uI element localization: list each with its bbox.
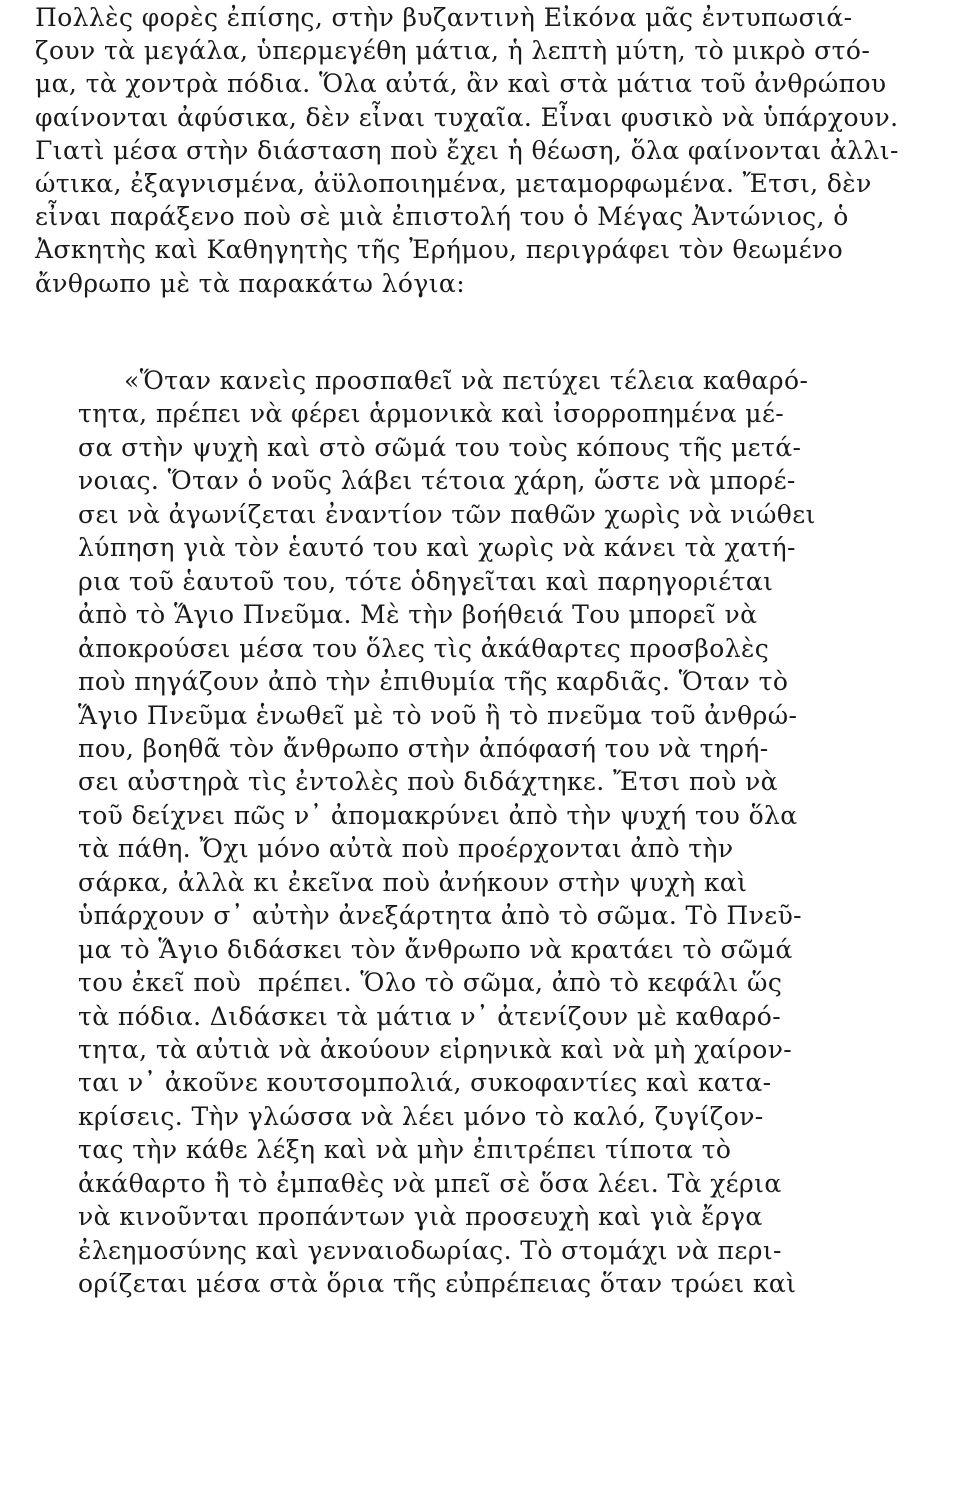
body-line-2: ζουν τὰ μεγάλα, ὑπερμεγέθη μάτια, ἡ λεπτὴ μύτη, τὸ μικρὸ στό- bbox=[35, 36, 871, 65]
quote-line-10: ποὺ πηγάζουν ἀπὸ τὴν ἐπιθυμία τῆς καρδιᾶς. Ὅταν τὸ bbox=[78, 667, 789, 696]
quote-line-22: ται ν᾿ ἀκοῦνε κουτσομπολιά, συκοφαντίες καὶ κατα- bbox=[78, 1068, 772, 1097]
quote-line-28: ορίζεται μέσα στὰ ὅρια τῆς εὐπρέπειας ὅταν τρώει καὶ bbox=[78, 1269, 797, 1298]
body-line-1: Πολλὲς φορὲς ἐπίσης, στὴν βυζαντινὴ Εἰκόνα μᾶς ἐντυπωσιά- bbox=[35, 3, 853, 32]
quote-line-13: σει αὐστηρὰ τὶς ἐντολὲς ποὺ διδάχτηκε. Ἔτσι ποὺ νὰ bbox=[78, 767, 778, 796]
quote-line-1: «Ὅταν κανεὶς προσπαθεῖ νὰ πετύχει τέλεια καθαρό- bbox=[124, 366, 809, 395]
quote-line-5: σει νὰ ἀγωνίζεται ἐναντίον τῶν παθῶν χωρὶς νὰ νιώθει bbox=[78, 500, 816, 529]
quote-line-11: Ἅγιο Πνεῦμα ἑνωθεῖ μὲ τὸ νοῦ ἢ τὸ πνεῦμα τοῦ ἀνθρώ- bbox=[78, 701, 798, 730]
quote-line-7: ρια τοῦ ἑαυτοῦ του, τότε ὁδηγεῖται καὶ παρηγοριέται bbox=[78, 567, 774, 596]
body-line-8: Ἀσκητὴς καὶ Καθηγητὴς τῆς Ἐρήμου, περιγράφει τὸν θεωμένο bbox=[35, 235, 844, 264]
body-line-7: εἶναι παράξενο ποὺ σὲ μιὰ ἐπιστολή του ὁ Μέγας Ἀντώνιος, ὁ bbox=[35, 202, 849, 231]
quote-line-25: ἀκάθαρτο ἢ τὸ ἐμπαθὲς νὰ μπεῖ σὲ ὅσα λέει. Τὰ χέρια bbox=[78, 1169, 782, 1198]
quote-line-4: νοιας. Ὅταν ὁ νοῦς λάβει τέτοια χάρη, ὥστε νὰ μπορέ- bbox=[78, 466, 796, 495]
quote-line-6: λύπηση γιὰ τὸν ἑαυτό του καὶ χωρὶς νὰ κάνει τὰ χατή- bbox=[78, 533, 796, 562]
body-line-9: ἄνθρωπο μὲ τὰ παρακάτω λόγια: bbox=[35, 269, 466, 298]
quote-line-17: ὑπάρχουν σ᾿ αὐτὴν ἀνεξάρτητα ἀπὸ τὸ σῶμα. Τὸ Πνεῦ- bbox=[78, 901, 803, 930]
body-line-6: ώτικα, ἐξαγνισμένα, ἀϋλοποιημένα, μεταμορφωμένα. Ἔτσι, δὲν bbox=[35, 169, 872, 198]
quote-line-14: τοῦ δείχνει πῶς ν᾿ ἀπομακρύνει ἀπὸ τὴν ψυχή του ὅλα bbox=[78, 801, 798, 830]
quote-line-27: ἐλεημοσύνης καὶ γενναιοδωρίας. Τὸ στομάχι νὰ περι- bbox=[78, 1236, 782, 1265]
body-line-4: φαίνονται ἀφύσικα, δὲν εἶναι τυχαῖα. Εἶναι φυσικὸ νὰ ὑπάρχουν. bbox=[35, 103, 899, 132]
quote-line-24: τας τὴν κάθε λέξη καὶ νὰ μὴν ἐπιτρέπει τίποτα τὸ bbox=[78, 1135, 732, 1164]
quote-line-2: τητα, πρέπει νὰ φέρει ἁρμονικὰ καὶ ἰσορροπημένα μέ- bbox=[78, 399, 785, 428]
quote-line-18: μα τὸ Ἅγιο διδάσκει τὸν ἄνθρωπο νὰ κρατάει τὸ σῶμά bbox=[78, 935, 793, 964]
quote-line-8: ἀπὸ τὸ Ἅγιο Πνεῦμα. Μὲ τὴν βοήθειά Του μπορεῖ νὰ bbox=[78, 600, 758, 629]
quote-line-3: σα στὴν ψυχὴ καὶ στὸ σῶμά του τοὺς κόπους τῆς μετά- bbox=[78, 433, 802, 462]
quote-line-16: σάρκα, ἀλλὰ κι ἐκεῖνα ποὺ ἀνήκουν στὴν ψυχὴ καὶ bbox=[78, 868, 748, 897]
quote-line-23: κρίσεις. Τὴν γλώσσα νὰ λέει μόνο τὸ καλό, ζυγίζον- bbox=[78, 1102, 764, 1131]
quote-line-20: τὰ πόδια. Διδάσκει τὰ μάτια ν᾿ ἀτενίζουν μὲ καθαρό- bbox=[78, 1002, 782, 1031]
quote-line-26: νὰ κινοῦνται προπάντων γιὰ προσευχὴ καὶ γιὰ ἔργα bbox=[78, 1202, 763, 1231]
quote-line-19: του ἐκεῖ ποὺ πρέπει. Ὅλο τὸ σῶμα, ἀπὸ τὸ κεφάλι ὥς bbox=[78, 968, 783, 997]
quote-line-9: ἀποκρούσει μέσα του ὅλες τὶς ἀκάθαρτες προσβολὲς bbox=[78, 634, 770, 663]
quote-line-15: τὰ πάθη. Ὄχι μόνο αὐτὰ ποὺ προέρχονται ἀπὸ τὴν bbox=[78, 834, 734, 863]
body-line-3: μα, τὰ χοντρὰ πόδια. Ὅλα αὐτά, ἂν καὶ στὰ μάτια τοῦ ἀνθρώπου bbox=[35, 69, 887, 98]
quote-line-21: τητα, τὰ αὐτιὰ νὰ ἀκούουν εἰρηνικὰ καὶ νὰ μὴ χαίρον- bbox=[78, 1035, 793, 1064]
quote-line-12: που, βοηθᾶ τὸν ἄνθρωπο στὴν ἀπόφασή του νὰ τηρή- bbox=[78, 734, 769, 763]
body-line-5: Γιατὶ μέσα στὴν διάσταση ποὺ ἔχει ἡ θέωση, ὅλα φαίνονται ἀλλι- bbox=[35, 136, 899, 165]
